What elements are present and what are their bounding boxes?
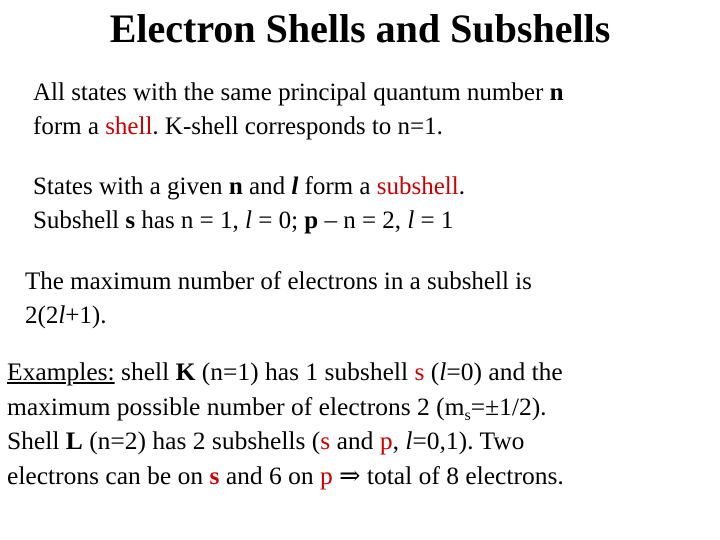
text: form a <box>298 173 377 200</box>
text: Shell <box>7 426 66 455</box>
text: 2(2 <box>25 302 59 329</box>
text: All states with the same principal quantum number <box>33 79 550 106</box>
symbol-s: s <box>414 357 425 386</box>
text: =0) and the <box>446 357 563 386</box>
text: . <box>458 173 465 200</box>
text: States with a given <box>33 173 229 200</box>
paragraph-max-electrons <box>25 265 532 333</box>
implies-arrow-icon: ⇒ <box>332 460 367 490</box>
symbol-p: p <box>304 207 319 234</box>
subscript-s: s <box>464 406 471 424</box>
paragraph-shell-definition <box>33 76 563 144</box>
symbol-l: l <box>245 207 252 234</box>
term-shell: shell <box>105 113 153 140</box>
symbol-l: l <box>407 207 415 234</box>
text: – n = 2, <box>318 207 408 234</box>
symbol-s: s <box>320 426 331 455</box>
text: and <box>242 173 292 200</box>
symbol-n: n <box>549 79 564 106</box>
text: (n=2) has 2 subshells ( <box>82 426 321 455</box>
text: ( <box>424 357 440 386</box>
paragraph-subshell-definition <box>33 170 465 238</box>
text: = 1 <box>414 207 454 234</box>
text: total of 8 electrons. <box>366 460 564 490</box>
symbol-s: s <box>209 460 220 490</box>
text: and 6 on <box>219 460 321 490</box>
text: maximum possible number of electrons 2 (m <box>7 391 465 421</box>
text: +1). <box>65 302 107 329</box>
text: shell <box>114 357 176 386</box>
slide-title: Electron Shells and Subshells <box>109 6 611 51</box>
symbol-s: s <box>125 207 136 234</box>
symbol-l: l <box>58 302 66 329</box>
symbol-l: l <box>405 426 413 455</box>
text: The maximum number of electrons in a subshell is <box>25 268 532 295</box>
examples-label: Examples: <box>7 357 115 386</box>
text: and <box>330 426 380 455</box>
text: =±1/2). <box>470 391 547 421</box>
text: = 0; <box>252 207 305 234</box>
symbol-p: p <box>320 460 333 490</box>
text: (n=1) has 1 subshell <box>195 357 415 386</box>
text: electrons can be on <box>7 460 210 490</box>
paragraph-examples <box>7 355 564 493</box>
symbol-L: L <box>65 426 83 455</box>
text: =0,1). Two <box>412 426 525 455</box>
symbol-p: p <box>379 426 393 455</box>
text: Subshell <box>33 207 126 234</box>
symbol-n: n <box>228 173 243 200</box>
term-subshell: subshell <box>376 173 459 200</box>
text: . K-shell corresponds to n=1. <box>152 113 443 140</box>
symbol-l: l <box>439 357 447 386</box>
text: form a <box>33 113 106 140</box>
text: , <box>392 426 406 455</box>
symbol-K: K <box>175 357 196 386</box>
symbol-l: l <box>291 173 299 200</box>
text: has n = 1, <box>135 207 246 234</box>
